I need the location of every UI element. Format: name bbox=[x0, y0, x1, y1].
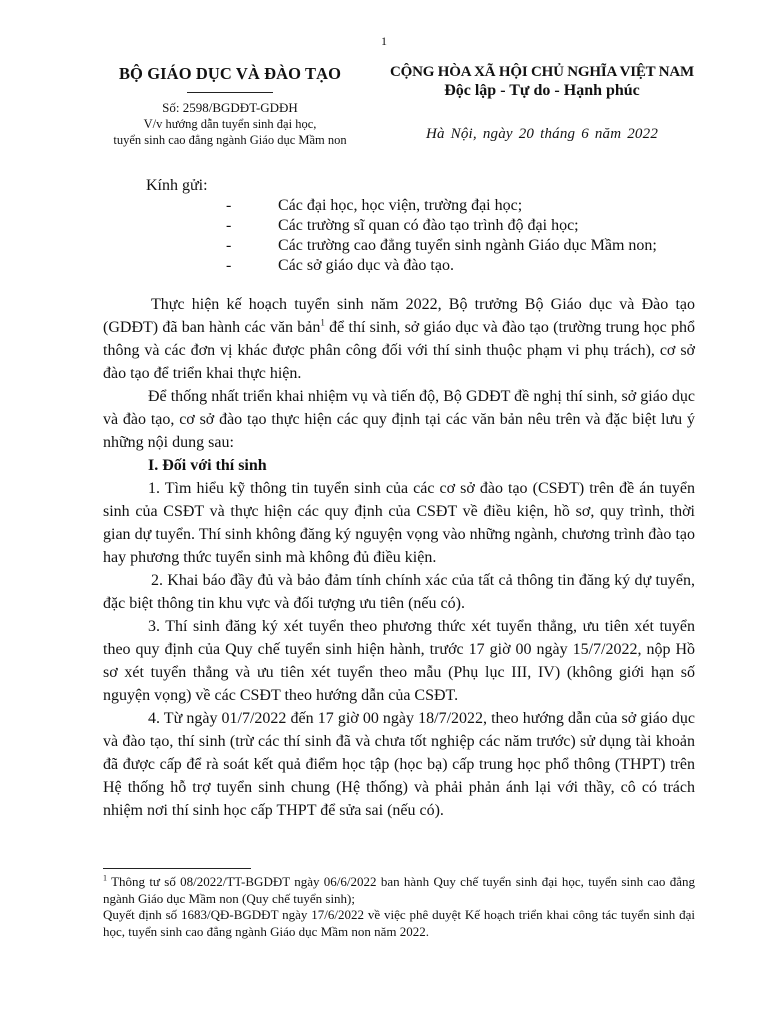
section-heading: I. Đối với thí sinh bbox=[148, 457, 267, 474]
recipient-dash: - bbox=[226, 197, 232, 214]
numbered-item-4: 4. Từ ngày 01/7/2022 đến 17 giờ 00 ngày 18/7/2022, theo hướng dẫn của sở giáo dục và đào tạo, thí sinh (trừ các thí sinh đã và chưa tốt nghiệp các năm trước) sử dụng tài khoản đã được cấp để rà soát kết quả điểm học tập (học bạ) cấp trung học phổ thông (THPT) trên Hệ thống hỗ trợ tuyển sinh chung (Hệ thống) và phải phản ánh lại với thầy, cô có trách nhiệm nơi thí sinh học cấp THPT để sửa sai (nếu có). bbox=[103, 710, 695, 819]
national-motto: Độc lập - Tự do - Hạnh phúc bbox=[444, 82, 640, 99]
recipient-item bbox=[146, 256, 706, 276]
recipient-dash: - bbox=[226, 257, 232, 274]
recipient-dash: - bbox=[226, 237, 232, 254]
footnotes-block bbox=[103, 874, 695, 940]
recipient-text: Các đại học, học viện, trường đại học; bbox=[278, 197, 523, 214]
document-body bbox=[103, 293, 695, 822]
issuing-agency-block bbox=[95, 64, 365, 148]
recipient-text: Các sở giáo dục và đào tạo. bbox=[278, 257, 454, 274]
footnote-mark: 1 bbox=[103, 873, 107, 883]
numbered-item-1: 1. Tìm hiểu kỹ thông tin tuyển sinh của các cơ sở đào tạo (CSĐT) trên đề án tuyển sinh của CSĐT và thực hiện các quy định của CSĐT về điều kiện, hồ sơ, quy trình, thời gian dự tuyển. Thí sinh không đăng ký nguyện vọng vào những ngành, chương trình đào tạo hay phương thức tuyển sinh mà không đủ điều kiện. bbox=[103, 480, 695, 566]
recipient-item bbox=[146, 196, 706, 216]
recipient-dash: - bbox=[226, 217, 232, 234]
agency-underline bbox=[187, 92, 273, 93]
agency-name: BỘ GIÁO DỤC VÀ ĐÀO TẠO bbox=[118, 64, 342, 83]
recipients-block bbox=[146, 176, 706, 276]
subject-line-2: tuyển sinh cao đẳng ngành Giáo dục Mầm non bbox=[113, 133, 347, 147]
recipient-item bbox=[146, 216, 706, 236]
intro-text-b: để thí sinh, sở giáo dục và đào tạo (trường trung học phổ thông và các đơn vị khác được phân công đối với thí sinh thuộc phạm vi phụ trách), cơ sở đào tạo để triển khai thực hiện. bbox=[103, 319, 696, 382]
recipient-text: Các trường cao đẳng tuyển sinh ngành Giáo dục Mầm non; bbox=[278, 237, 657, 254]
document-number: Số: 2598/BGDĐT-GDĐH bbox=[162, 100, 298, 115]
footnote-1-text: Thông tư số 08/2022/TT-BGDĐT ngày 06/6/2022 ban hành Quy chế tuyển sinh đại học, tuyển sinh cao đẳng ngành Giáo dục Mầm non (Quy chế tuyển sinh); bbox=[103, 874, 695, 906]
recipients-title: Kính gửi: bbox=[146, 177, 208, 194]
intro-text-a: Thực hiện kế hoạch tuyển sinh năm 2022, Bộ trưởng Bộ Giáo dục và Đào tạo (GDĐT) đã ban hành các văn bản bbox=[103, 296, 695, 336]
date-line: Hà Nội, ngày 20 tháng 6 năm 2022 bbox=[425, 126, 659, 142]
numbered-item-2: 2. Khai báo đầy đủ và bảo đảm tính chính xác của tất cả thông tin đăng ký dự tuyển, đặc biệt thông tin khu vực và đối tượng ưu tiên (nếu có). bbox=[103, 572, 695, 612]
numbered-item-3: 3. Thí sinh đăng ký xét tuyển theo phương thức xét tuyển thẳng, ưu tiên xét tuyển theo quy định của Quy chế tuyển sinh hiện hành, trước 17 giờ 00 ngày 15/7/2022, nộp Hồ sơ xét tuyển thẳng và ưu tiên xét tuyển theo mẫu (Phụ lục III, IV) (không giới hạn số nguyện vọng) về các CSĐT theo hướng dẫn của CSĐT. bbox=[103, 618, 695, 704]
purpose-paragraph: Để thống nhất triển khai nhiệm vụ và tiến độ, Bộ GDĐT đề nghị thí sinh, sở giáo dục và đào tạo, cơ sở đào tạo thực hiện các quy định tại các văn bản nêu trên và đặc biệt lưu ý những nội dung sau: bbox=[103, 388, 695, 451]
footnote-2: Quyết định số 1683/QĐ-BGDĐT ngày 17/6/2022 về việc phê duyệt Kế hoạch triển khai công tác tuyển sinh đại học, tuyển sinh cao đẳng ngành Giáo dục Mầm non năm 2022. bbox=[103, 907, 695, 939]
footnote-separator bbox=[103, 868, 251, 869]
footnote-reference[interactable]: 1 bbox=[320, 317, 325, 328]
national-title: CỘNG HÒA XÃ HỘI CHỦ NGHĨA VIỆT NAM bbox=[390, 64, 694, 80]
subject-line-1: V/v hướng dẫn tuyển sinh đại học, bbox=[143, 117, 317, 131]
page-number: 1 bbox=[381, 34, 387, 48]
intro-paragraph bbox=[103, 293, 695, 385]
recipient-text: Các trường sĩ quan có đào tạo trình độ đại học; bbox=[278, 217, 579, 234]
recipient-item bbox=[146, 236, 706, 256]
national-header-block bbox=[372, 64, 712, 143]
footnote-1 bbox=[103, 874, 695, 907]
